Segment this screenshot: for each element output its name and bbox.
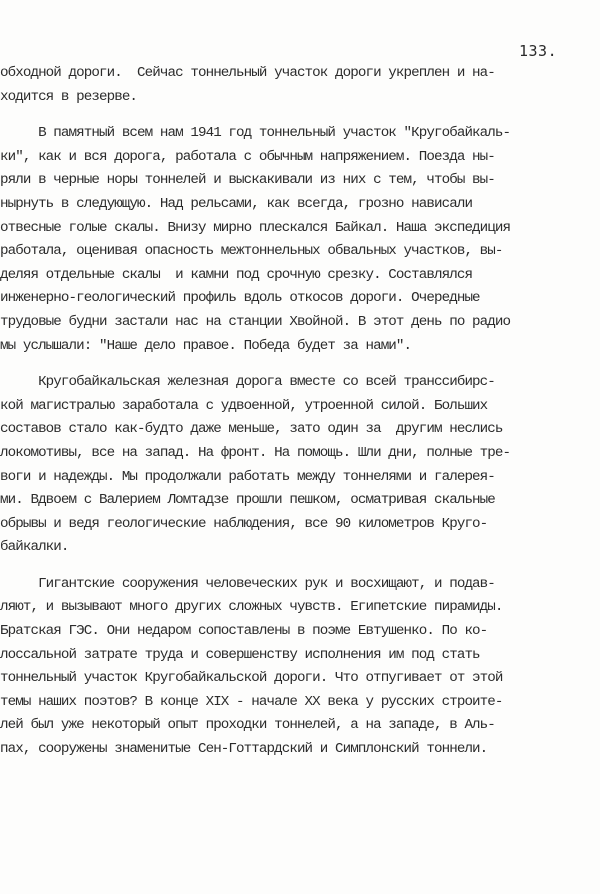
text-line: инженерно-геологический профиль вдоль откосов дороги. Очередные <box>0 290 480 307</box>
text-line: работала, оценивая опасность межтоннельных обвальных участков, вы- <box>0 243 503 260</box>
text-line: локомотивы, все на запад. На фронт. На помощь. Шли дни, полные тре- <box>0 444 511 461</box>
text-line: нырнуть в следующую. Над рельсами, как всегда, грозно нависали <box>0 195 473 212</box>
text-line: обходной дороги. Сейчас тоннельный участок дороги укреплен и на- <box>0 65 495 81</box>
text-line: отвесные голые скалы. Внизу мирно плескался Байкал. Наша экспедиция <box>0 219 511 236</box>
body-text <box>0 62 600 762</box>
text-line: тоннельный участок Кругобайкальской дороги. Что отпугивает от этой <box>0 670 503 687</box>
page-number: 133. <box>519 42 558 60</box>
text-line: кой магистралью заработала с удвоенной, утроенной силой. Больших <box>0 397 488 414</box>
text-line: обрывы и ведя геологические наблюдения, все 90 километров Круго- <box>0 515 488 532</box>
text-line: Кругобайкальская железная дорога вместе со всей транссибирс- <box>0 374 495 391</box>
text-line: ряли в черные норы тоннелей и выскакивали из них с тем, чтобы вы- <box>0 172 495 189</box>
text-line: ляют, и вызывают много других сложных чувств. Египетские пирамиды. <box>0 599 503 616</box>
text-line: ки", как и вся дорога, работала с обычным напряжением. Поезда ны- <box>0 148 495 165</box>
text-line: трудовые будни застали нас на станции Хвойной. В этот день по радио <box>0 313 511 330</box>
text-line: составов стало как-будто даже меньше, зато один за другим неслись <box>0 421 503 438</box>
text-line: байкалки. <box>0 539 69 556</box>
paragraph <box>0 573 600 762</box>
paragraph <box>0 62 600 109</box>
text-line: В памятный всем нам 1941 год тоннельный участок "Кругобайкаль- <box>0 125 511 142</box>
text-line: ми. Вдвоем с Валерием Ломтадзе прошли пешком, осматривая скальные <box>0 492 495 509</box>
paragraph <box>0 122 600 358</box>
text-line: лей был уже некоторый опыт проходки тоннелей, а на западе, в Аль- <box>0 717 495 734</box>
text-line: воги и надежды. Мы продолжали работать между тоннелями и галерея- <box>0 468 495 485</box>
text-line: Братская ГЭС. Они недаром сопоставлены в поэме Евтушенко. По ко- <box>0 623 488 640</box>
paragraph <box>0 371 600 560</box>
text-line: темы наших поэтов? В конце XIX - начале XX века у русских строите- <box>0 693 503 710</box>
text-line: пах, сооружены знаменитые Сен-Готтардский и Симплонский тоннели. <box>0 741 488 758</box>
text-line: Гигантские сооружения человеческих рук и восхищают, и подав- <box>0 575 495 592</box>
text-line: мы услышали: "Наше дело правое. Победа будет за нами". <box>0 337 412 354</box>
text-line: ходится в резерве. <box>0 88 138 105</box>
text-line: деляя отдельные скалы и камни под срочную срезку. Составлялся <box>0 266 473 283</box>
text-line: лоссальной затрате труда и совершенству исполнения им под стать <box>0 646 480 663</box>
